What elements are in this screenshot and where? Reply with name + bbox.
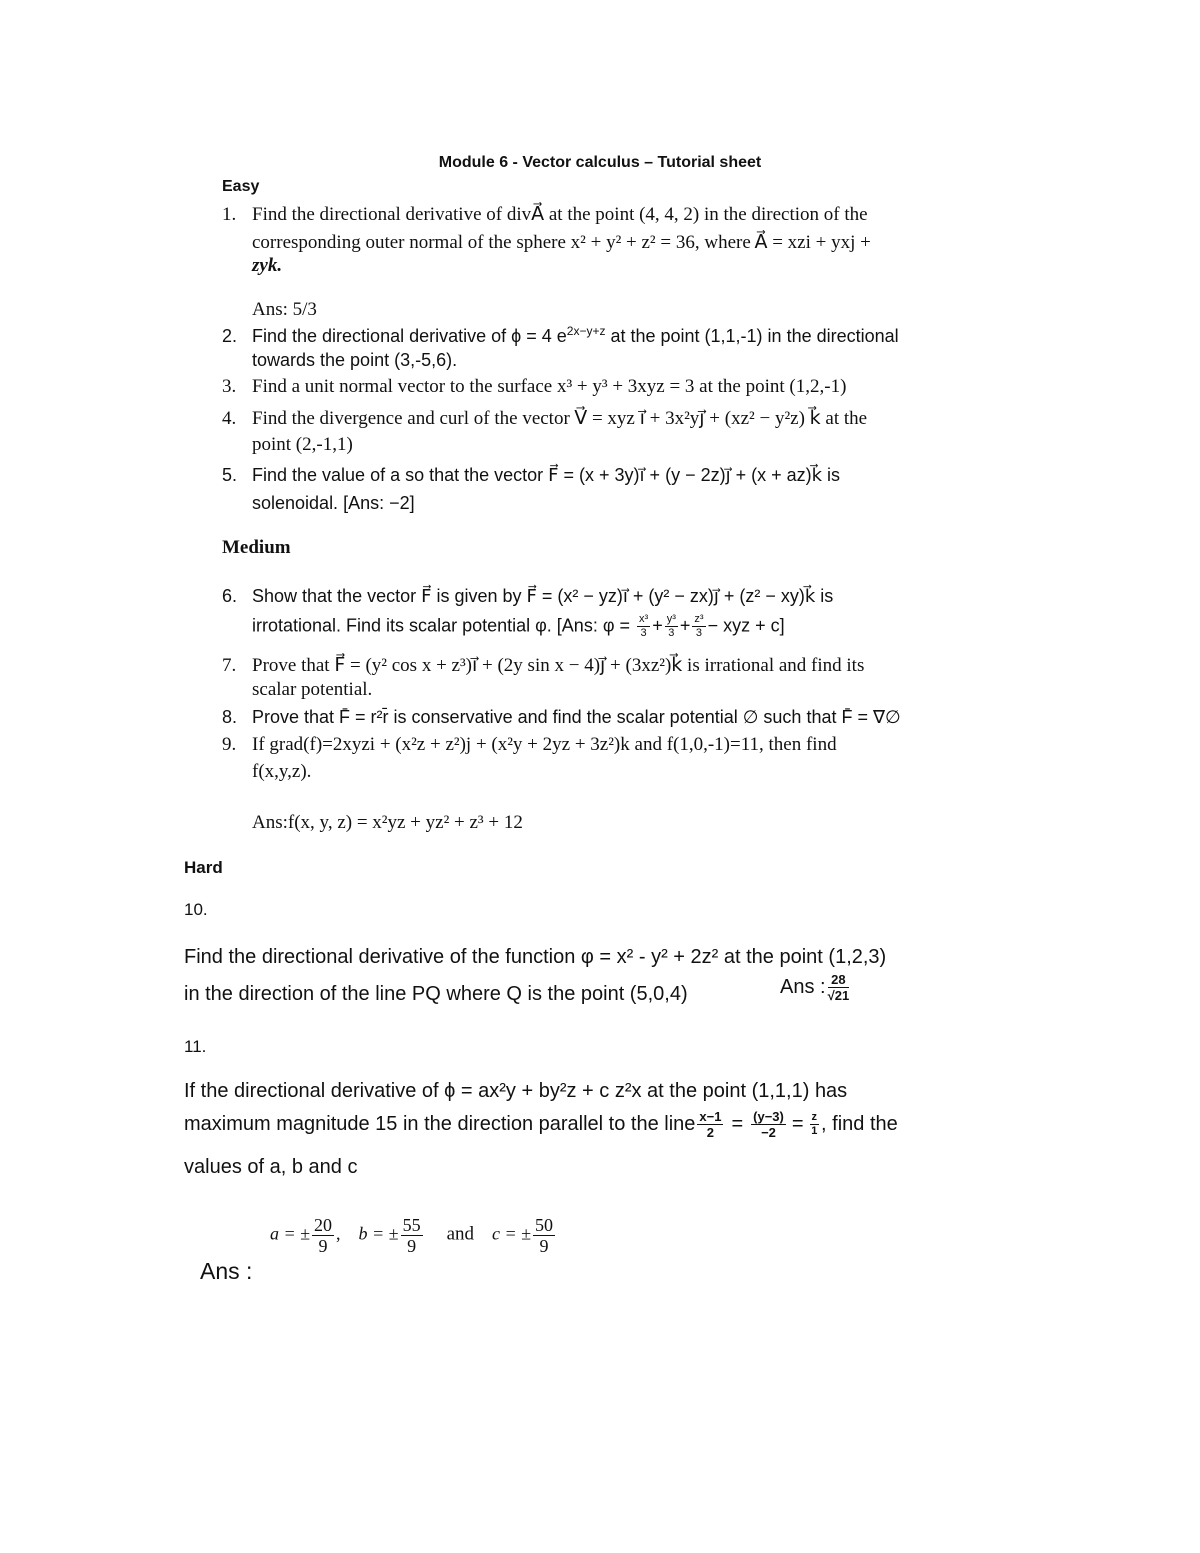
question-number: 7. [222, 655, 237, 676]
question-9-answer: Ans:f(x, y, z) = x²yz + yz² + z³ + 12 [252, 812, 523, 833]
fraction-55-over-9: $\frac{55}{9}$ [402, 1215, 421, 1256]
question-11-number: 11. [184, 1037, 207, 1056]
fraction-z3-over-3: $\frac{\text{z³}}{3}$ [694, 613, 704, 639]
question-text: If grad(f)=2xyzi + (x²z + z²)j + (x²y + 2yz + 3z²)k and f(1,0,-1)=11, then find [252, 734, 837, 755]
section-heading-medium: Medium [222, 537, 291, 558]
and-word: and [446, 1223, 474, 1245]
equals-sign: = [791, 1112, 804, 1135]
question-5-line-1 [222, 465, 840, 486]
question-8-line-1 [222, 707, 901, 728]
exponent: 2x−y+z [566, 324, 606, 338]
question-text: Find a unit normal vector to the surface x³ + y³ + 3xyz = 3 at the point (1,2,-1) [252, 376, 847, 397]
question-number: 5. [222, 465, 238, 485]
fraction-x-minus-1-over-2: $\frac{x-1}{2}$ [699, 1109, 722, 1140]
question-11-line-1: If the directional derivative of ϕ = ax²y + by²z + c z²x at the point (1,1,1) has [184, 1080, 848, 1102]
fraction-x3-over-3: $\frac{\text{x³}}{3}$ [639, 613, 649, 639]
plus-sign: + [679, 615, 691, 636]
value-a-prefix: a = ± [270, 1223, 311, 1244]
question-7-line-1 [222, 654, 864, 677]
question-text: Prove that F̄ = r²r̄ is conservative and find the scalar potential ∅ such that F̄ = ∇∅ [252, 707, 901, 727]
question-text-pre: irrotational. Find its scalar potential φ. [Ans: φ = [252, 615, 636, 636]
fraction-z-over-1: $\frac{z}{1}$ [811, 1111, 818, 1137]
question-2-line-2: towards the point (3,-5,6). [252, 350, 458, 370]
question-number: 4. [222, 408, 237, 429]
question-11-answer-values [270, 1216, 557, 1255]
fraction-y3-over-3: $\frac{\text{y³}}{3}$ [666, 613, 676, 639]
question-text-pre: maximum magnitude 15 in the direction parallel to the line [184, 1112, 696, 1135]
question-1-line-1 [222, 203, 868, 226]
question-text: Find the directional derivative of divA⃗ at the point (4, 4, 2) in the direction of the [252, 204, 868, 225]
question-text: Find the value of a so that the vector F⃗ = (x + 3y)i⃗ + (y − 2z)j⃗ + (x + az)k⃗ is [252, 465, 841, 485]
question-1-line-3: zyk. [252, 255, 283, 276]
question-number: 3. [222, 376, 237, 397]
question-10-number: 10. [184, 900, 208, 919]
question-6-line-2 [252, 614, 785, 639]
question-2-line-1 [222, 324, 899, 347]
question-text-post: at the point (1,1,-1) in the directional [605, 326, 899, 346]
question-number: 9. [222, 734, 237, 755]
question-10-line-2: in the direction of the line PQ where Q is the point (5,0,4) [184, 983, 688, 1005]
fraction-20-over-9: $\frac{20}{9}$ [314, 1215, 333, 1256]
question-10-line-1: Find the directional derivative of the function φ = x² - y² + 2z² at the point (1,2,3) [184, 946, 887, 968]
question-11-answer-label: Ans : [200, 1258, 253, 1284]
question-4-line-1 [222, 407, 867, 430]
question-number: 6. [222, 586, 238, 606]
question-3-line-1 [222, 376, 846, 398]
question-6-line-1 [222, 586, 833, 607]
page-title: Module 6 - Vector calculus – Tutorial sheet [438, 154, 762, 171]
question-1-answer: Ans: 5/3 [252, 299, 317, 320]
question-5-line-2: solenoidal. [Ans: −2] [252, 493, 415, 513]
fraction-50-over-9: $\frac{50}{9}$ [535, 1215, 554, 1256]
section-heading-hard: Hard [184, 858, 223, 877]
question-4-line-2: point (2,-1,1) [252, 434, 353, 455]
question-number: 8. [222, 707, 238, 727]
fraction-28-over-sqrt21: $\frac{28}{√21}$ [827, 972, 850, 1003]
answer-label: Ans : [780, 975, 826, 998]
question-number: 1. [222, 204, 237, 225]
value-c-prefix: c = ± [492, 1223, 532, 1244]
question-text-post: , find the [821, 1112, 898, 1135]
question-number: 2. [222, 326, 238, 346]
question-text: Show that the vector F⃗ is given by F⃗ = (x² − yz)i⃗ + (y² − zx)j⃗ + (z² − xy)k⃗ is [252, 586, 834, 606]
section-heading-easy: Easy [222, 178, 260, 195]
fraction-y-minus-3-over-minus-2: $\frac{(y-3)}{-2}$ [753, 1109, 784, 1140]
question-10-answer [780, 973, 851, 1002]
equals-sign: = [731, 1112, 744, 1135]
value-b-prefix: b = ± [358, 1223, 399, 1244]
question-1-line-2: corresponding outer normal of the sphere x² + y² + z² = 36, where A⃗ = xzi + yxj + [252, 232, 871, 253]
question-7-line-2: scalar potential. [252, 679, 373, 700]
plus-sign: + [652, 615, 663, 636]
comma: , [336, 1223, 341, 1244]
question-11-line-3: values of a, b and c [184, 1156, 358, 1178]
question-text-pre: Find the directional derivative of ϕ = 4 e [252, 326, 567, 346]
question-9-line-1 [222, 734, 837, 756]
question-text: Prove that F⃗ = (y² cos x + z³)i⃗ + (2y sin x − 4)j⃗ + (3xz²)k⃗ is irrational and find its [252, 655, 865, 676]
question-11-line-2 [184, 1110, 898, 1139]
question-9-line-2: f(x,y,z). [252, 761, 312, 782]
question-text: Find the divergence and curl of the vector V⃗ = xyz i⃗ + 3x²yj⃗ + (xz² − y²z) k⃗ at the [252, 408, 868, 429]
question-text-post: − xyz + c] [707, 615, 785, 636]
